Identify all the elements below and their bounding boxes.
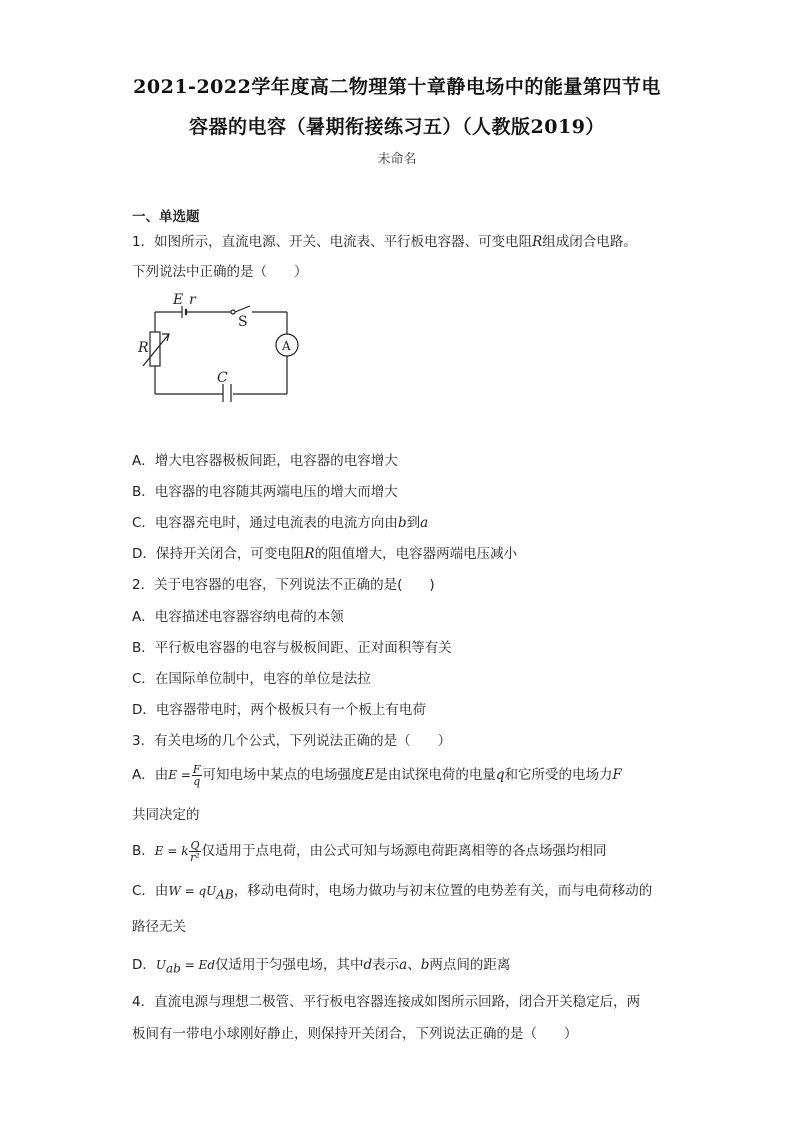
q1-d-text-end: 的阻值增大，电容器两端电压减小 <box>314 546 518 562</box>
q3-a-equation: E = <box>168 768 191 782</box>
q3-a-text-1: 可知电场中某点的电场强度 <box>202 767 365 783</box>
q3-a-denominator: q <box>193 774 201 788</box>
label-r: R <box>138 340 149 356</box>
q1-d-r: R <box>304 546 315 562</box>
q3-d-var-b: b <box>420 957 430 973</box>
section-heading: 一、单选题 <box>132 209 200 225</box>
question-1-line-2: 下列说法中正确的是（ ） <box>132 264 308 280</box>
author-subtitle: 未命名 <box>377 152 417 167</box>
question-2-stem: 2．关于电容器的电容，下列说法不正确的是( ) <box>132 577 435 593</box>
q1-c-text: C．电容器充电时，通过电流表的电流方向由 <box>132 515 398 531</box>
q1-c-a: a <box>420 515 429 531</box>
q3-b-text: 仅适用于点电荷，由公式可知与场源电荷距离相等的各点场强均相同 <box>201 843 607 859</box>
label-e: E <box>173 292 184 308</box>
q3-a-var-e: E <box>364 767 375 783</box>
q1-option-d <box>132 545 517 563</box>
q3-d-text-2: 表示 <box>372 957 400 973</box>
q1-option-c <box>132 514 428 532</box>
q3-d-subscript: ab <box>166 961 181 976</box>
label-a: A <box>282 339 291 353</box>
q1-c-b: b <box>397 515 407 531</box>
label-r-internal: r <box>189 292 196 308</box>
switch-blade <box>235 306 250 312</box>
resistor-body <box>150 332 160 366</box>
q1-option-b: B．电容器的电容随其两端电压的增大而增大 <box>132 484 398 500</box>
circuit-diagram <box>135 290 305 402</box>
q3-d-var-a: a <box>399 957 408 973</box>
question-3-stem: 3．有关电场的几个公式，下列说法正确的是（ ） <box>132 733 452 749</box>
document-title-line-1: 2021-2022学年度高二物理第十章静电场中的能量第四节电 <box>133 76 661 98</box>
q3-b-equation: E = k <box>154 844 189 858</box>
q3-c-text: ，移动电荷时，电场力做功与初末位置的电势差有关，而与电荷移动的 <box>233 883 653 899</box>
q3-d-text-3: 两点间的距离 <box>429 957 511 973</box>
q3-option-a <box>132 762 622 788</box>
q3-c-prefix: C．由 <box>132 883 169 899</box>
q3-option-c-line-2: 路径无关 <box>132 919 186 935</box>
q3-b-fraction <box>189 840 200 863</box>
q1-text-end: 组成闭合电路。 <box>542 234 637 250</box>
q3-d-equation-rest: = Ed <box>180 958 215 972</box>
q3-option-a-line-2: 共同决定的 <box>132 807 200 823</box>
q3-b-numerator: Q <box>190 838 200 852</box>
q1-c-to: 到 <box>406 515 421 531</box>
q3-a-text-3: 和它所受的电场力 <box>504 767 613 783</box>
q3-d-equation-u: U <box>155 958 167 972</box>
q2-option-c: C．在国际单位制中，电容的单位是法拉 <box>132 671 371 687</box>
q3-a-numerator: F <box>192 762 201 776</box>
switch-contact-left <box>231 310 235 314</box>
label-c: C <box>217 370 228 386</box>
question-1-line-1 <box>132 233 637 251</box>
q3-a-text-2: 是由试探电荷的电量 <box>374 767 496 783</box>
q3-d-prefix: D． <box>132 957 156 973</box>
q1-text: 1．如图所示，直流电源、开关、电流表、平行板电容器、可变电阻 <box>132 234 533 250</box>
q3-b-prefix: B． <box>132 843 155 859</box>
q3-option-c <box>132 882 652 904</box>
q3-d-text-1: 仅适用于匀强电场，其中 <box>215 957 364 973</box>
q2-option-d: D．电容器带电时，两个极板只有一个板上有电荷 <box>132 702 426 718</box>
question-4-line-1: 4．直流电源与理想二极管、平行板电容器连接成如图所示回路，闭合开关稳定后，两 <box>132 994 641 1010</box>
document-title-line-2: 容器的电容（暑期衔接练习五）（人教版2019） <box>189 116 605 138</box>
q3-c-subscript: AB <box>216 887 234 902</box>
q1-var-r: R <box>532 234 543 250</box>
label-s: S <box>238 314 248 330</box>
q1-d-text: D．保持开关闭合，可变电阻 <box>132 546 305 562</box>
q3-c-equation: W = qU <box>168 884 217 898</box>
q3-d-sep: 、 <box>407 957 421 973</box>
q2-option-b: B．平行板电容器的电容与极板间距、正对面积等有关 <box>132 640 452 656</box>
q3-b-denominator: r² <box>190 850 200 864</box>
q3-option-b <box>132 838 607 864</box>
q3-d-var-d: d <box>363 957 373 973</box>
question-4-line-2: 板间有一带电小球刚好静止，则保持开关闭合，下列说法正确的是（ ） <box>132 1026 578 1042</box>
q3-a-fraction <box>192 764 202 787</box>
q3-a-var-f: F <box>612 767 622 783</box>
q3-option-d <box>132 956 510 978</box>
q2-option-a: A．电容描述电容器容纳电荷的本领 <box>132 609 344 625</box>
q3-a-prefix: A．由 <box>132 767 169 783</box>
q1-option-a: A．增大电容器极板间距，电容器的电容增大 <box>132 453 398 469</box>
q3-a-var-q: q <box>495 767 505 783</box>
